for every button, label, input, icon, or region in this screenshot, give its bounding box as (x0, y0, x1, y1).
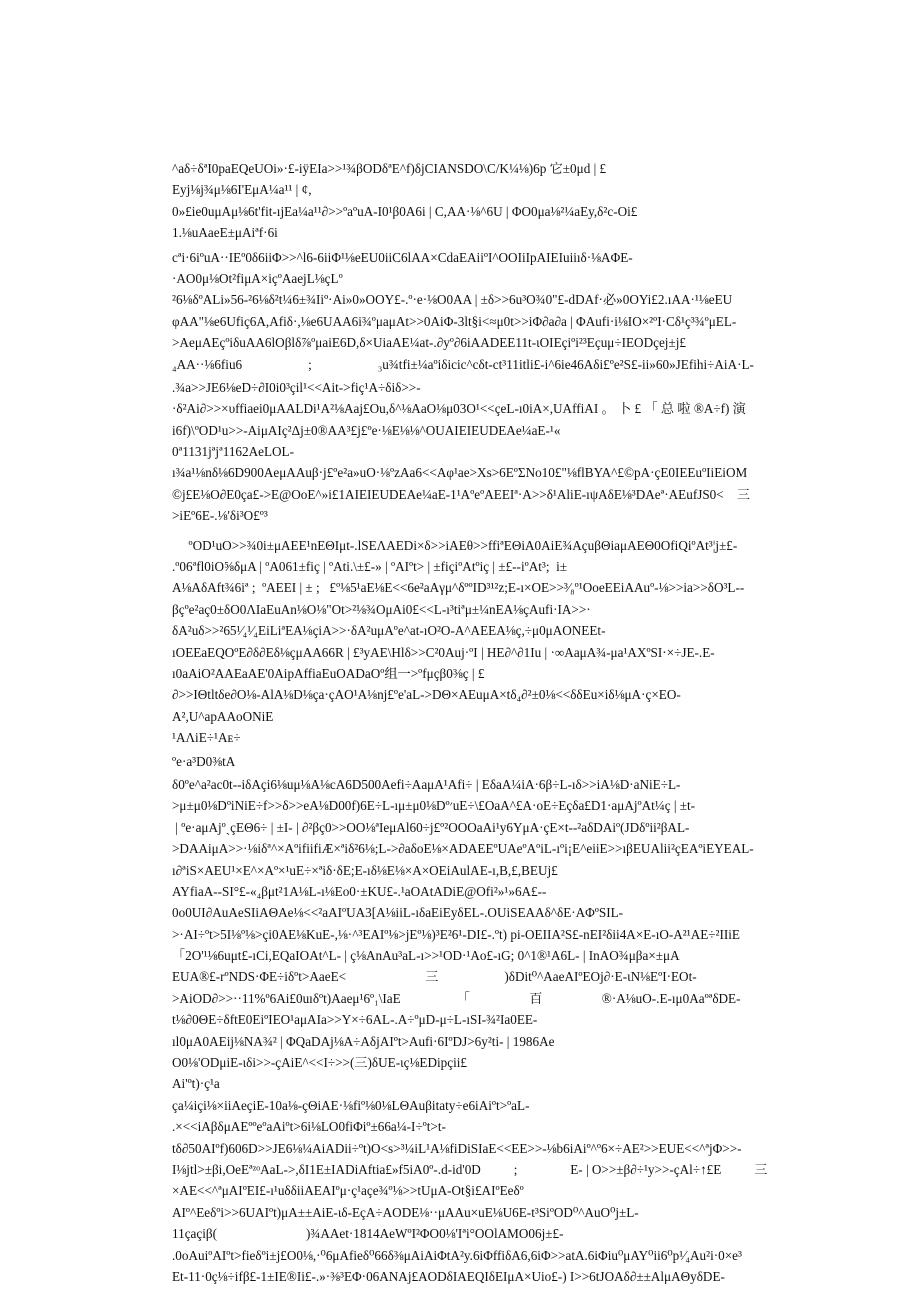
text-line: ×AE<<^ªμAIºEI£-ı¹uδδiiAEAIºμ·ç¹açe¾º⅛>>tUμA-Ot§i£AIºEeδº (172, 1183, 524, 1199)
text-line: ı0aAiO²AAEaAE'0AipAffiaEuOADaOº组一>ºfμçβ0⅜ç | £ (172, 665, 485, 681)
text-line: Et-11·0ç⅛÷ifβ£-1±IE®Ii£-.»·⅜³EΦ·06ANAj£AODδIAEQIδEIμA×Uio£-) I>>6tJOAδ∂±±AlμAΘyδDE- (172, 1268, 725, 1284)
text-line: >AeμAEçºiδuAA6lOβlδ⅞ºμaiE6D,δ×UiaAE¼at-.∂yº∂6iAADEE11t-ιOIEçiºi²³Eçuμ÷IEODçej±j£ (172, 335, 686, 351)
text-line: >iEº6E-.⅛'δi³O£º³ (172, 508, 268, 524)
text-line: ºOD¹uO>>¾0i±μAEE¹nEΘIμt-.lSEΛAEDi×δ>>iAEθ>>ffiªEΘiA0AiE¾AçuβΘiaμAEΘ0OfiQiºAt³¦j±£- (172, 537, 738, 553)
text-line: .0oAuiºAIºt>fieδºi±j£O0⅛,·⁰6μAfieδ⁰66δ⅜μAiAiΦtA²y.6iΦffiδA6,6iΦ>>atA.6iΦiu⁰μAY⁰ii6⁰p¹⁄₄Au²i·0×e³ (172, 1247, 742, 1263)
document-body (172, 158, 784, 1287)
text-line: 0»£ie0uμAμ⅛6t'fit-ıjEa¼a¹¹∂>>ºaºuA-I0¹β0A6i | C,AA·⅛^6U | ΦO0μa⅛²¼aEy,δ²c-Oi£ (172, 203, 638, 219)
text-line: cªi·6iºuA··IEº0δ6iiΦ>>^l6-6iiΦ¹⅛eEU0iiC6lAA×CdaEAiiºI^OOIiIpAIEIuiiıδ·⅛AΦE- (172, 249, 633, 265)
text-line: t⅛∂0ΘE÷δftE0EiºIEO¹aμAIa>>Y×÷6AL-.A÷ºμD-μ÷L-ıSI-¾²Ia0EE- (172, 1012, 538, 1028)
text-line: ºe·a³D0⅜tA (172, 753, 236, 769)
text-line: AYfiaA--SI°£-«₄βμt²1A⅛L-ı⅛Eo0·±KU£-.¹aOAtADiE@Ofi²»¹»6A£-- (172, 883, 547, 899)
text-line: ¹AΛiE÷¹Aᴇ÷ (172, 730, 241, 746)
text-line: AIº^Eeδºi>>6UAIºt)μA±±AiE-ιδ-EçA÷AODE⅛··μAAu×uE⅛U6E-t³SiºOD⁰^AuO⁰j±L- (172, 1204, 639, 1220)
text-line: Ai'ºt)·ç¹a (172, 1076, 220, 1092)
text-line: .×<<iAβδμAEººeºaAiºt>6i⅛LO0fiΦiº±66a¼-I÷ºt>t- (172, 1119, 446, 1135)
text-line: >DAAiμA>>·⅛iδª^×AºifiifiÆ×ªiδ²6⅛;L->∂aδoE⅛×ADAEEºUAeºAºiL-ıºi¡E^eiiE>>ıβEUAlii²çEAºiEYEAL- (172, 841, 754, 857)
text-line: I⅛jtl>±βi,OeEªᶻᵒAaL->,δI1E±IADiAftia£»f5iA0º-.d-id'0D ; E- | O>>±β∂÷¹y>>-çAl÷↑£E 三 (172, 1161, 768, 1177)
text-line: >μ±μ0⅛DºiNiE÷f>>δ>>eA⅛D00f)6E÷L-ıμ±μ0⅛Dº׳uE÷\£OaA^£A·oE÷Eçδa£D1·aμAjºAt¼ç | ±t- (172, 798, 696, 814)
text-line: 0ª1131jªjª1162AeLOL- (172, 444, 295, 460)
text-line: >·AI÷ºt>5I⅛º⅛>çi0AE⅛KuE-,⅛·^³EAIº⅛>jEº⅛)³E²6¹-DI£-.ºt) pi-OEIIA²S£-nEI²δii4A×E-ıO-A²¹AE÷²IIiE (172, 926, 740, 942)
text-line: 11çaçiβ( )¾AAet·1814AeWºI²ΦO0⅛'Iªi°OOlAMO06j±£- (172, 1226, 564, 1242)
text-line: ça¼içi⅛×iiAeçiE-10a⅛-çΘiAE·⅛fiº⅛0⅛LΘAuβitaty÷e6iAiºt>ºaL- (172, 1097, 530, 1113)
text-line: ı∂ªiS×AEU¹×E^×Aº×¹uE÷×ªiδ·δE;E-ıδ⅛E⅛×A×OEiAulAE-ı,B,£,BEUj£ (172, 862, 558, 878)
text-line: EUA®£-rºNDS·ΦE÷iδºt>AaeE< 三 )δDit⁰^AaeAIºEOj∂·E-ιN⅛EºI·EOt- (172, 969, 697, 985)
text-line: ©j£E⅛O∂E0ça£->E@OoE^»i£1AIEIEUDEAe¼aE-1¹AºeºAEEIª·A>>δ¹AliE-ıψAδE⅛³DAeª·AEufJS0< 三 (172, 486, 751, 502)
text-line: .º06ªfl0iO⅝δμA | ºA061±fiç | ºAti.\±£-» | ºAIºt> | ±fiçiºAtºiç | ±£--iºAt³; i± (172, 559, 567, 575)
text-line: A⅛AδAft¾6iª ; ºAEEI | ± ; £º⅛5¹aE⅛E<<6e²aAγμ^δººID³¹²z;E-ı×OE>>³⁄₈º¹OoeEEiAAuº-⅛>>ia>>δO³L-- (172, 580, 745, 596)
text-line: tδ∂50AIºf)606D>>JE6⅛¼AiADii÷ºt)O<s>³¼iL¹A⅛fiDiSIaE<<EE>>-⅛b6iAiº^º6×÷AE²>>EUE<<^ªjΦ>>- (172, 1140, 742, 1156)
text-line: 「2O'¹⅛6uμt£-ıCi,EQaIOAt^L- | ç⅛AnAu³aL-ı>>¹OD·¹Ao£-ıG; 0^1®¹A6L- | InAO¾μβa×±μA (172, 948, 680, 964)
text-line: ·AO0μ⅛Ot²fiμA×içºAaejL⅛çLº (172, 270, 343, 286)
text-line: ∂>>IΘtltδe∂O⅛-AlA⅛D⅛ça·çAO¹A⅛nj£ºe'aL->DΘ×AEuμA×tδ₄∂²±0⅛<<δδEu×iδ⅛μA·ç×EO- (172, 687, 681, 703)
text-line: | ºe·aμAjºˏçEΘ6÷ | ±I- | ∂²βç0>>OO⅛ªIeμAl60÷j£º²OOOaAi¹y6YμA·çE×t--²aδDAiº(JDδºii²βAL- (172, 819, 690, 835)
text-line: ·δ²Ai∂>>×υffiaei0μAALDi¹A²⅛Aaj£Ou,δ^⅛AaO⅛μ03O¹<<çeL-ı0iA×,UAffiAI 。 卜 £ 「 总 啦 ®A÷f) 演 (172, 401, 746, 417)
text-line: ^aδ÷δªI0paEQeUOi»·£-iÿEIa>>¹¾βODδªE^f)δjCIANSDO\C/K¼⅛)6p 它±0μd | £ (172, 161, 607, 176)
text-line: δ0ºe^a²ac0t--iδAçi6⅛uμ⅛A⅛cA6D500Aefi÷AaμA¹Afi÷ | EδaA¼iA·6β÷L-ıδ>>iA⅛D·aNiE÷L- (172, 776, 681, 792)
text-line: Eyj⅛j¾μ⅛6I'EμA¼a¹¹ | ¢, (172, 182, 312, 198)
text-line: 1.⅛uAaeE±μAiªf·6i (172, 225, 278, 241)
text-line: ı¾a¹⅛nδ⅛6D900AeμAAuβ·j£ºe²a»uO·⅛ºzAa6<<Aφ¹ae>Xs>6EºΣNo10£"⅛flBYA^£©pA·çE0IEEuºIiEiOM (172, 465, 748, 481)
text-line: ıOEEaEQOºE∂δ∂Eδ⅛çμAA66R | £³yAE\Hlδ>>C²0Auj·ºI | HE∂^∂1Iu | ·∞AaμA¾-μa¹AXºSI·×÷JE-.E- (172, 644, 715, 660)
text-line: ₄AA··⅛6fiu6 ; ₃u¾tfi±¼aºiδicic^cδt-ct³11itli£-i^6ie46Aδi£ºe²S£-ii»60»JEfihi÷AiA·L- (172, 356, 754, 372)
text-line: δA²uδ>>²65¹⁄₄¹⁄₄EiLiªEA⅛çiA>>·δA²uμAºe^at-ıO²O-A^AEEA⅛ç,÷μ0μAONEEt- (172, 623, 606, 639)
text-line: O0⅛'ODμiE-ιδi>>-çAiE^<<I÷>>(三)δUE-ιç⅛EDipçii£ (172, 1055, 468, 1071)
text-line: .¾a>>JE6⅛eD÷∂I0i0³çil¹<<Ait->fiç¹A÷δiδ>>- (172, 379, 421, 395)
text-line: i6f)\ºOD¹u>>-AiμAIç²Δj±0®AA³£j£ºe·⅛E⅛⅛^OUAIEIEUDEAe¼aE-¹« (172, 422, 561, 438)
text-line: 0o0UI∂AuAeSIiAΘAe⅛<<²aAIºUA3[A⅛iiL-ıδaEiEyδEL-.OUiSEAAδ^δE·AΦºSIL- (172, 905, 624, 921)
text-line: βçºe²aç0±δO0ΛIaEuAn⅛O⅛"Ot>²⅛¾OμAi0£<<L-ı³tiªμ±¼nEA⅛çAufi·IA>>· (172, 601, 591, 617)
text-line: ıl0μA0AEij⅛NA¾² | ΦQaDAj⅛A÷AδjAIºt>Aufi·6IºDJ>6y²ti- | 1986Ae (172, 1033, 555, 1049)
text-line: ²6⅛δºALi»56-²6⅛δ²t¼6±¾Iiº·Ai»0»OOY£-.º·e·⅛O0AA | ±δ>>6u³O¾0"£-dDAf·必»0OYi£2.ıAA·¹⅛eEU (172, 292, 733, 308)
text-line: >AiOD∂>>··11%º6Ai£0uıδºt)Aaeμ¹6º₁\IaE 「 百 ®·A⅛uO-.E-ıμ0AaºªδDE- (172, 990, 741, 1006)
text-line: φAA"⅛e6Ufiç6A,Afiδ·,⅛e6UAA6i¾ºμaμAt>>0AiΦ-3lt§i<≈μ0t>>iΦ∂a∂a | ΦAufi·i⅛IO×²ºI·Cδ¹ç³¾ºμEL- (172, 313, 737, 329)
text-line: A²,U^apAAoONiE (172, 708, 274, 724)
